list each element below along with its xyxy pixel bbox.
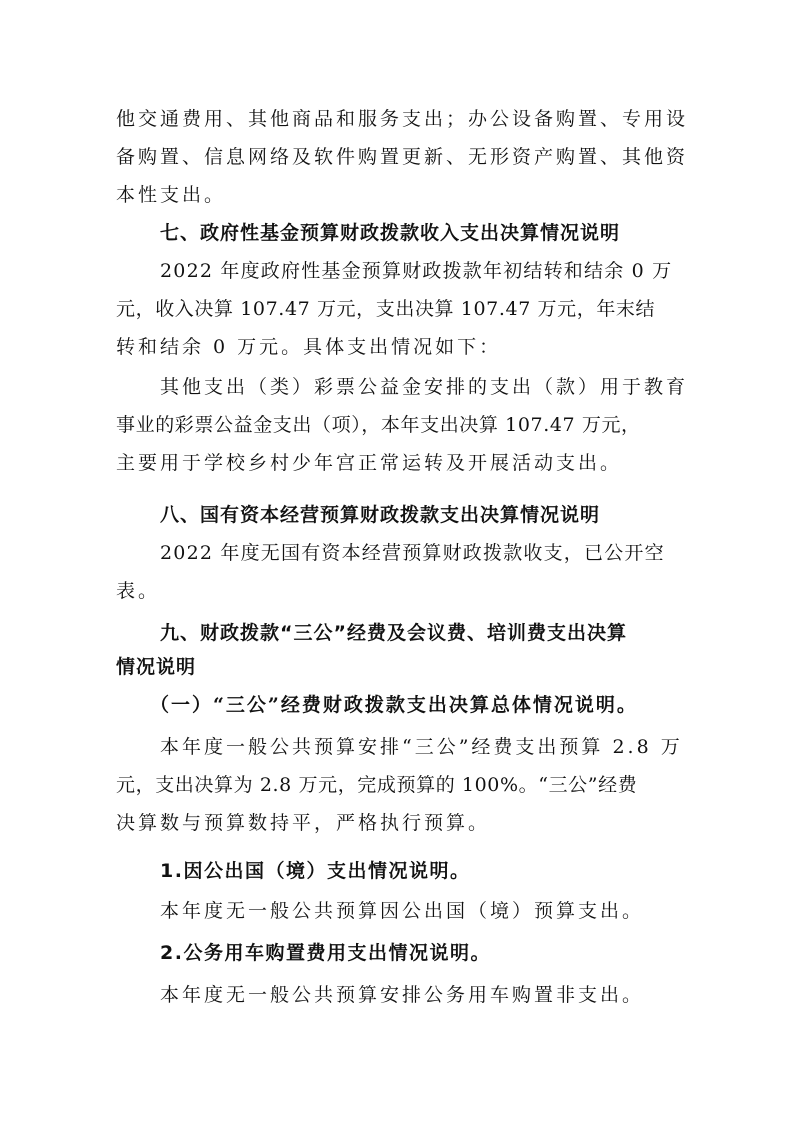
paragraph-line: 2022 年度政府性基金预算财政拨款年初结转和结余 0 万 bbox=[160, 260, 673, 282]
paragraph-line: 元，支出决算为 2.8 万元，完成预算的 100%。“三公”经费 bbox=[116, 774, 638, 796]
paragraph-line: 本年度一般公共预算安排“三公”经费支出预算 2.8 万 bbox=[160, 736, 683, 758]
paragraph-line: 他交通费用、其他商品和服务支出；办公设备购置、专用设 bbox=[116, 108, 689, 130]
section-heading-9: 九、财政拨款“三公”经费及会议费、培训费支出决算 bbox=[160, 622, 627, 644]
subsection-heading-1-1: 1.因公出国（境）支出情况说明。 bbox=[160, 860, 471, 882]
paragraph-line: 备购置、信息网络及软件购置更新、无形资产购置、其他资 bbox=[116, 146, 689, 168]
paragraph-line: 主要用于学校乡村少年宫正常运转及开展活动支出。 bbox=[116, 452, 623, 474]
paragraph-line: 本年度无一般公共预算安排公务用车购置非支出。 bbox=[160, 984, 645, 1006]
paragraph-line: 元，收入决算 107.47 万元，支出决算 107.47 万元，年末结 bbox=[116, 298, 656, 320]
section-heading-8: 八、国有资本经营预算财政拨款支出决算情况说明 bbox=[160, 504, 601, 526]
paragraph-line: 2022 年度无国有资本经营预算财政拨款收支，已公开空 bbox=[160, 542, 665, 564]
section-heading-7: 七、政府性基金预算财政拨款收入支出决算情况说明 bbox=[160, 222, 621, 244]
section-heading-9-cont: 情况说明 bbox=[116, 656, 197, 678]
paragraph-line: 决算数与预算数持平，严格执行预算。 bbox=[116, 812, 491, 834]
subsection-heading-1-2: 2.公务用车购置费用支出情况说明。 bbox=[160, 942, 491, 964]
paragraph-line: 本性支出。 bbox=[116, 184, 227, 206]
paragraph-line: 本年度无一般公共预算因公出国（境）预算支出。 bbox=[160, 900, 645, 922]
paragraph-line: 表。 bbox=[116, 580, 161, 602]
paragraph-line: 事业的彩票公益金支出（项），本年支出决算 107.47 万元， bbox=[116, 414, 641, 436]
paragraph-line: 转和结余 0 万元。具体支出情况如下： bbox=[116, 336, 502, 358]
paragraph-line: 其他支出（类）彩票公益金安排的支出（款）用于教育 bbox=[160, 376, 689, 398]
subsection-heading-1: （一）“三公”经费财政拨款支出决算总体情况说明。 bbox=[150, 694, 638, 716]
